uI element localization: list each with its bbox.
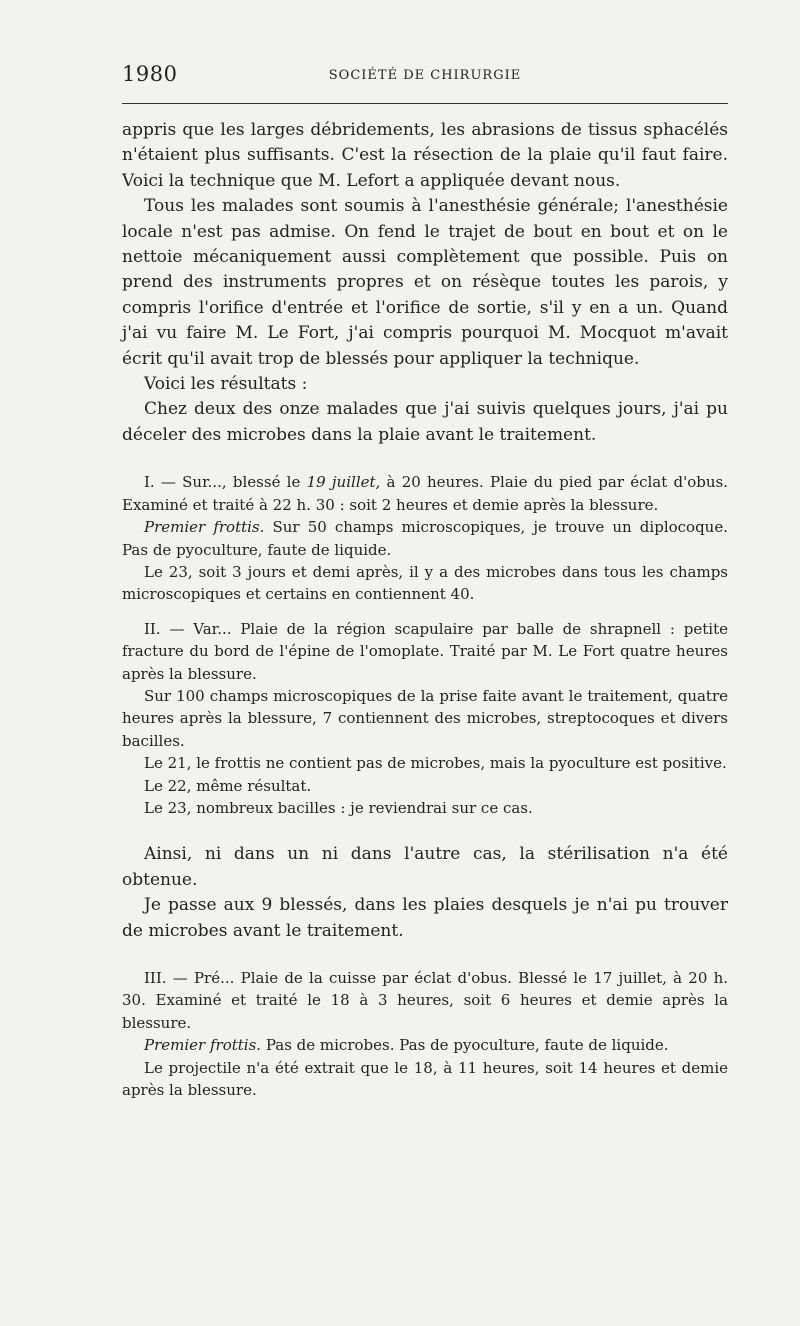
middle-section	[122, 842, 728, 944]
case-1-frottis-text: Sur 50 champs microscopiques, je trouve un diplocoque. Pas de pyoculture, faute de liquide.	[122, 518, 728, 559]
middle-paragraph-2: Je passe aux 9 blessés, dans les plaies desquels je n'ai pu trouver de microbes avant le traitement.	[122, 895, 728, 941]
case-2	[122, 618, 728, 820]
case-1-paragraph-2	[122, 516, 728, 561]
intro-paragraph-4: Chez deux des onze malades que j'ai suivis quelques jours, j'ai pu déceler des microbes dans la plaie avant le traitement.	[122, 399, 728, 445]
case-2-paragraph-2: Sur 100 champs microscopiques de la prise faite avant le traitement, quatre heures après la blessure, 7 contiennent des microbes, streptocoques et divers bacilles.	[122, 686, 728, 750]
case-3-frottis-label: Premier frottis.	[144, 1036, 262, 1055]
spacer	[122, 944, 728, 967]
case-3-frottis-text: Pas de microbes. Pas de pyoculture, faute de liquide.	[261, 1036, 669, 1055]
intro-paragraph-2: Tous les malades sont soumis à l'anesthésie générale; l'anesthésie locale n'est pas admise. On fend le trajet de bout en bout et on le nettoie mécaniquement aussi complètement que possible. Puis on prend des instruments propres et on résèque toutes les parois, y compris l'orifice d'entrée et l'orifice de sortie, s'il y en a un. Quand j'ai vu faire M. Le Fort, j'ai compris pourquoi M. Mocquot m'avait écrit qu'il avait trop de blessés pour appliquer la technique.	[122, 196, 728, 369]
case-2-paragraph-5: Le 23, nombreux bacilles : je reviendrai sur ce cas.	[144, 798, 533, 817]
intro-paragraph-1: appris que les larges débridements, les abrasions de tissus sphacélés n'étaient plus suffisants. C'est la résection de la plaie qu'il faut faire. Voici la technique que M. Lefort a appliquée devant nous.	[122, 120, 728, 191]
case-1	[122, 471, 728, 605]
intro-section	[122, 118, 728, 448]
spacer	[122, 448, 728, 471]
case-2-paragraph-1: II. — Var... Plaie de la région scapulaire par balle de shrapnell : petite fracture du bord de l'épine de l'omoplate. Traité par M. Le Fort quatre heures après la blessure.	[122, 619, 728, 683]
case-3-paragraph-2	[122, 1034, 728, 1056]
page-number: 1980	[122, 62, 178, 86]
case-2-paragraph-3: Le 21, le frottis ne contient pas de microbes, mais la pyoculture est positive.	[144, 754, 727, 773]
case-3-paragraph-1: III. — Pré... Plaie de la cuisse par éclat d'obus. Blessé le 17 juillet, à 20 h. 30. Examiné et traité le 18 à 3 heures, soit 6 heures et demie après la blessure.	[122, 969, 728, 1032]
case-1-paragraph-1	[122, 471, 728, 516]
case-1-text-a: I. — Sur..., blessé le	[144, 473, 307, 492]
spacer	[122, 606, 728, 618]
case-1-text-b: à 20 heures. Plaie du pied par éclat d'obus. Examiné et traité à 22 h. 30 : soit 2 heures et demie après la blessure.	[122, 473, 728, 514]
case-1-frottis-label: Premier frottis.	[144, 518, 265, 537]
case-3-paragraph-3: Le projectile n'a été extrait que le 18, à 11 heures, soit 14 heures et demie après la blessure.	[122, 1058, 728, 1100]
case-3	[122, 967, 728, 1101]
middle-paragraph-1: Ainsi, ni dans un ni dans l'autre cas, la stérilisation n'a été obtenue.	[122, 844, 728, 890]
intro-paragraph-3: Voici les résultats :	[144, 374, 308, 395]
body-text	[122, 118, 728, 1101]
running-head: SOCIÉTÉ DE CHIRURGIE	[328, 68, 522, 83]
case-2-paragraph-4: Le 22, même résultat.	[144, 776, 312, 795]
header-rule	[122, 103, 728, 104]
case-1-date: 19 juillet,	[306, 473, 381, 492]
case-1-paragraph-3: Le 23, soit 3 jours et demi après, il y a des microbes dans tous les champs microscopiques et certains en contiennent 40.	[122, 562, 728, 604]
page-header	[122, 62, 728, 92]
spacer	[122, 819, 728, 842]
